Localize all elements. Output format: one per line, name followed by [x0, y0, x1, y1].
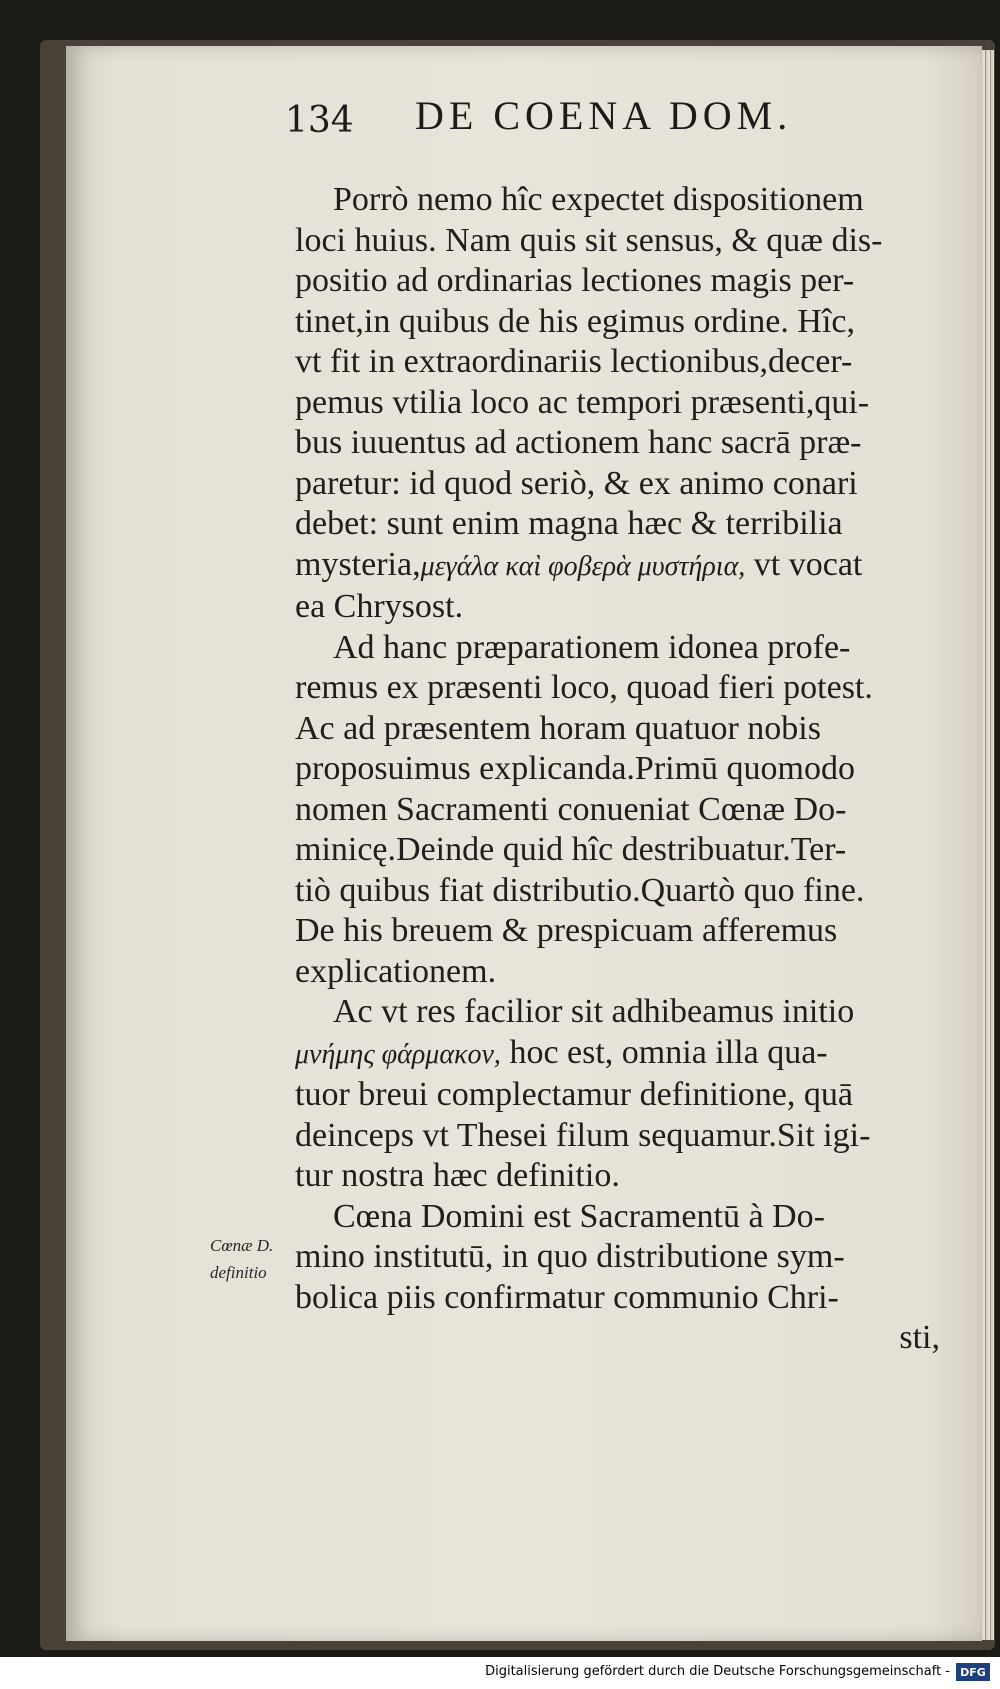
text-fragment: mysteria,	[295, 545, 421, 583]
greek-phrase: μνήμης φάρμακον,	[295, 1038, 501, 1070]
text-line: De his breuem & prespicuam afferemus	[295, 912, 838, 949]
text-line: paretur: id quod seriò, & ex animo conari	[295, 464, 858, 502]
text-line: tuor breui complectamur definitione, quā	[295, 1076, 853, 1113]
text-line: bus iuuentus ad actionem hanc sacrā præ-	[295, 424, 862, 461]
running-head	[285, 92, 845, 152]
margin-note-line: Cœnæ D.	[210, 1236, 274, 1255]
text-line: ea Chrysost.	[295, 588, 464, 625]
catchword: sti,	[899, 1319, 940, 1356]
text-line: debet: sunt enim magna hæc & terribilia	[295, 505, 843, 542]
text-line	[295, 1033, 940, 1076]
text-line: tiò quibus fiat distributio.Quartò quo fine.	[295, 871, 865, 909]
text-line: Ac ad præsentem horam quatuor nobis	[295, 709, 821, 747]
footer-bar	[0, 1657, 1000, 1689]
paragraph-2	[295, 628, 940, 993]
text-line: proposuimus explicanda.Primū quomodo	[295, 750, 856, 787]
margin-note	[210, 1232, 305, 1286]
dfg-logo-icon: DFG	[956, 1663, 990, 1681]
margin-note-line: definitio	[210, 1263, 267, 1282]
text-line: tur nostra hæc definitio.	[295, 1157, 620, 1194]
text-line: deinceps vt Thesei filum sequamur.Sit igi-	[295, 1116, 871, 1154]
running-title: DE COENA DOM.	[415, 93, 793, 138]
text-line: pemus vtilia loco ac tempori præsenti,qui-	[295, 383, 870, 421]
text-line: Ad hanc præparationem idonea profe-	[333, 628, 851, 666]
text-line: remus ex præsenti loco, quoad fieri potest.	[295, 669, 873, 706]
paragraph-4	[295, 1197, 940, 1359]
paragraph-3	[295, 992, 940, 1197]
text-fragment: hoc est, omnia illa qua-	[500, 1033, 828, 1071]
greek-phrase: μεγάλα καὶ φοβερὰ μυστήρια,	[420, 550, 746, 582]
text-line: mino institutū, in quo distributione sym-	[295, 1238, 845, 1275]
text-line: loci huius. Nam quis sit sensus, & quæ dis-	[295, 221, 883, 259]
text-line: bolica piis confirmatur communio Chri-	[295, 1278, 839, 1316]
text-line: nomen Sacramenti conueniat Cœnæ Do-	[295, 790, 847, 828]
text-fragment: vt vocat	[745, 545, 863, 583]
text-line: Porrò nemo hîc expectet dispositionem	[333, 181, 864, 218]
text-line: positio ad ordinarias lectiones magis per-	[295, 262, 855, 299]
page-number: 134	[285, 100, 354, 141]
text-line	[295, 545, 940, 588]
footer-credit: Digitalisierung gefördert durch die Deutsche Forschungsgemeinschaft -	[485, 1664, 950, 1679]
paragraph-1	[295, 180, 940, 628]
text-line: tinet,in quibus de his egimus ordine. Hîc,	[295, 302, 855, 340]
text-line: Ac vt res facilior sit adhibeamus initio	[333, 993, 855, 1030]
text-line: explicationem.	[295, 952, 497, 990]
text-line: minicę.Deinde quid hîc destribuatur.Ter-	[295, 831, 847, 868]
text-line: Cœna Domini est Sacramentū à Do-	[333, 1197, 825, 1235]
text-line: vt fit in extraordinariis lectionibus,decer-	[295, 343, 853, 380]
main-text	[295, 180, 940, 1359]
